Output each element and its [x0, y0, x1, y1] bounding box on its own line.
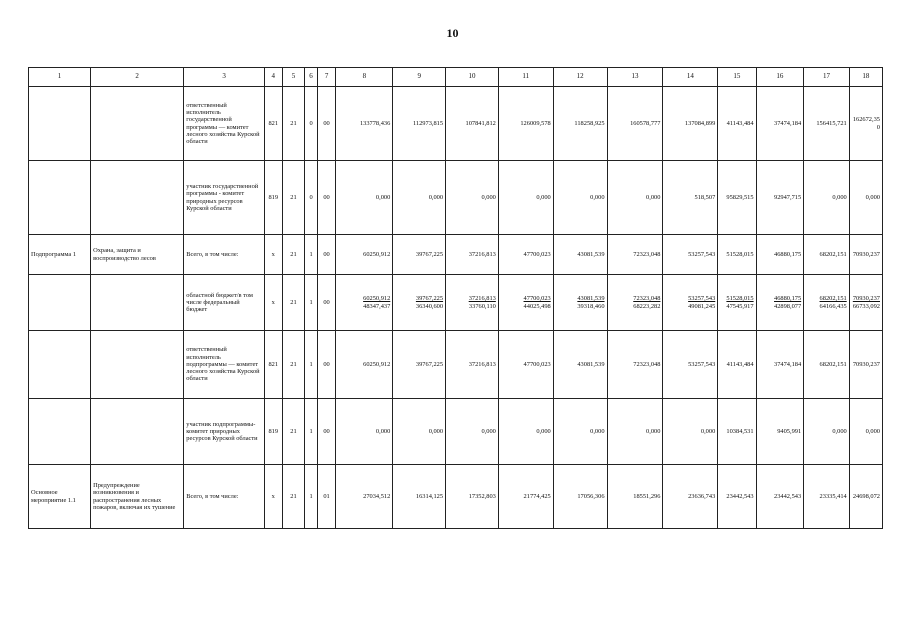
regional-amount: 39767,225: [415, 295, 444, 303]
header-cell: 1: [29, 68, 91, 87]
amount-cell: 39767,225: [393, 331, 446, 399]
subprogram-code-cell: 1: [305, 275, 317, 331]
measure-name-cell: [91, 161, 184, 235]
subprogram-code-cell: 1: [305, 399, 317, 465]
header-cell: 9: [393, 68, 446, 87]
federal-amount: 66733,092: [852, 302, 880, 310]
header-cell: 5: [282, 68, 305, 87]
header-cell: 3: [184, 68, 265, 87]
federal-amount: 48347,437: [363, 302, 391, 310]
measure-name-cell: [91, 87, 184, 161]
amount-cell: 70930,237: [849, 331, 882, 399]
program-code-cell: 21: [282, 235, 305, 275]
subprogram-code-cell: 1: [305, 331, 317, 399]
amount-cell: 0,000: [607, 161, 663, 235]
executor-cell: участник подпрограммы- комитет природных ресурсов Курской области: [184, 399, 265, 465]
regional-amount: 51528,015: [726, 295, 754, 303]
executor-cell: участник государственной программы - комитет природных ресурсов Курской области: [184, 161, 265, 235]
amount-cell: 41143,484: [718, 331, 756, 399]
program-code-cell: 21: [282, 87, 305, 161]
federal-amount: 33760,110: [468, 302, 496, 310]
regional-amount: 68202,151: [819, 295, 847, 303]
table-row: [29, 161, 883, 235]
table-row: [29, 331, 883, 399]
measure-name-cell: Предупреждение возникновения и распространения лесных пожаров, включая их тушение: [91, 465, 184, 529]
amount-cell: 37474,184: [756, 87, 804, 161]
measure-name-cell: Охрана, защита и воспроизводство лесов: [91, 235, 184, 275]
amount-cell: 160578,777: [607, 87, 663, 161]
executor-cell: областной бюджет/в том числе федеральный бюджет: [184, 275, 265, 331]
amount-cell: 133778,436: [336, 87, 393, 161]
amount-cell: 0,000: [804, 399, 850, 465]
amount-cell: [607, 275, 663, 331]
header-cell: 18: [849, 68, 882, 87]
amount-cell: [553, 275, 607, 331]
amount-cell: 0,000: [393, 399, 446, 465]
program-name-cell: [29, 275, 91, 331]
amount-cell: 0,000: [336, 399, 393, 465]
measure-code-cell: 00: [317, 161, 336, 235]
executor-cell: ответственный исполнитель подпрограммы — комитет лесного хозяйства Курской области: [184, 331, 265, 399]
program-code-cell: 21: [282, 161, 305, 235]
amount-cell: 39767,225: [393, 235, 446, 275]
amount-cell: 0,000: [498, 399, 553, 465]
federal-amount: 64166,435: [819, 302, 847, 310]
header-cell: 6: [305, 68, 317, 87]
amount-cell: [718, 275, 756, 331]
federal-amount: 39318,460: [577, 302, 605, 310]
amount-cell: 17056,306: [553, 465, 607, 529]
amount-cell: 37216,813: [446, 235, 499, 275]
amount-cell: 43081,539: [553, 235, 607, 275]
header-cell: 11: [498, 68, 553, 87]
amount-cell: 24698,072: [849, 465, 882, 529]
amount-cell: 0,000: [849, 399, 882, 465]
federal-amount: 47545,917: [726, 302, 754, 310]
amount-cell: 60250,912: [336, 331, 393, 399]
measure-code-cell: 00: [317, 275, 336, 331]
federal-amount: 44025,498: [523, 302, 551, 310]
amount-cell: 126009,578: [498, 87, 553, 161]
amount-cell: 137084,899: [663, 87, 718, 161]
amount-cell: 72323,048: [607, 331, 663, 399]
subprogram-code-cell: 0: [305, 87, 317, 161]
amount-cell: 0,000: [446, 161, 499, 235]
header-cell: 17: [804, 68, 850, 87]
amount-cell: 16314,125: [393, 465, 446, 529]
grbs-code-cell: х: [264, 275, 282, 331]
executor-cell: Всего, в том числе:: [184, 465, 265, 529]
grbs-code-cell: 819: [264, 399, 282, 465]
table-row: [29, 399, 883, 465]
amount-cell: 0,000: [804, 161, 850, 235]
amount-cell: 17352,803: [446, 465, 499, 529]
amount-cell: 37216,813: [446, 331, 499, 399]
header-cell: 10: [446, 68, 499, 87]
amount-cell: 95829,515: [718, 161, 756, 235]
regional-amount: 60250,912: [363, 295, 391, 303]
header-cell: 2: [91, 68, 184, 87]
amount-cell: 68202,151: [804, 235, 850, 275]
amount-cell: 18551,296: [607, 465, 663, 529]
amount-cell: 118258,925: [553, 87, 607, 161]
header-cell: 4: [264, 68, 282, 87]
amount-cell: 41143,484: [718, 87, 756, 161]
header-row: [29, 68, 883, 87]
amount-cell: 156415,721: [804, 87, 850, 161]
measure-name-cell: [91, 331, 184, 399]
header-cell: 15: [718, 68, 756, 87]
measure-code-cell: 01: [317, 465, 336, 529]
amount-cell: 10384,531: [718, 399, 756, 465]
amount-cell: 0,000: [663, 399, 718, 465]
program-code-cell: 21: [282, 465, 305, 529]
header-cell: 13: [607, 68, 663, 87]
header-cell: 16: [756, 68, 804, 87]
regional-amount: 37216,813: [468, 295, 496, 303]
amount-cell: 68202,151: [804, 331, 850, 399]
amount-cell: 53257,543: [663, 235, 718, 275]
table-row: [29, 87, 883, 161]
executor-cell: ответственный исполнитель государственной программы — комитет лесного хозяйства Курской области: [184, 87, 265, 161]
grbs-code-cell: х: [264, 235, 282, 275]
amount-cell: 0,000: [553, 161, 607, 235]
amount-cell: 0,000: [607, 399, 663, 465]
amount-cell: 51528,015: [718, 235, 756, 275]
header-cell: 14: [663, 68, 718, 87]
subprogram-code-cell: 0: [305, 161, 317, 235]
amount-cell: 21774,425: [498, 465, 553, 529]
amount-cell: 0,000: [336, 161, 393, 235]
amount-cell: 23335,414: [804, 465, 850, 529]
program-name-cell: [29, 399, 91, 465]
amount-cell: 23442,543: [756, 465, 804, 529]
measure-name-cell: [91, 275, 184, 331]
executor-cell: Всего, в том числе:: [184, 235, 265, 275]
regional-amount: 46880,175: [774, 295, 802, 303]
program-name-cell: [29, 331, 91, 399]
amount-cell: 47700,023: [498, 235, 553, 275]
amount-cell: 43081,539: [553, 331, 607, 399]
amount-cell: 60250,912: [336, 235, 393, 275]
header-cell: 7: [317, 68, 336, 87]
grbs-code-cell: 821: [264, 331, 282, 399]
amount-cell: 72323,048: [607, 235, 663, 275]
budget-table: [28, 67, 883, 529]
amount-cell: [756, 275, 804, 331]
regional-amount: 43081,539: [577, 295, 605, 303]
subprogram-code-cell: 1: [305, 465, 317, 529]
measure-name-cell: [91, 399, 184, 465]
program-code-cell: 21: [282, 331, 305, 399]
grbs-code-cell: 819: [264, 161, 282, 235]
amount-cell: 107841,812: [446, 87, 499, 161]
amount-cell: 23442,543: [718, 465, 756, 529]
amount-cell: 0,000: [393, 161, 446, 235]
program-code-cell: 21: [282, 275, 305, 331]
amount-cell: 112973,815: [393, 87, 446, 161]
amount-cell: [446, 275, 499, 331]
amount-cell: [804, 275, 850, 331]
table-row: [29, 235, 883, 275]
amount-cell: [336, 275, 393, 331]
amount-cell: 47700,023: [498, 331, 553, 399]
measure-code-cell: 00: [317, 235, 336, 275]
program-name-cell: [29, 161, 91, 235]
header-cell: 12: [553, 68, 607, 87]
amount-cell: 92947,715: [756, 161, 804, 235]
amount-cell: 37474,184: [756, 331, 804, 399]
page-number: 10: [446, 26, 459, 40]
regional-amount: 53257,543: [688, 295, 716, 303]
amount-cell: 0,000: [498, 161, 553, 235]
amount-cell: [663, 275, 718, 331]
amount-cell: 46880,175: [756, 235, 804, 275]
amount-cell: 70930,237: [849, 235, 882, 275]
amount-cell: 0,000: [849, 161, 882, 235]
amount-cell: 27034,512: [336, 465, 393, 529]
measure-code-cell: 00: [317, 331, 336, 399]
grbs-code-cell: 821: [264, 87, 282, 161]
header-cell: 8: [336, 68, 393, 87]
regional-amount: 47700,023: [523, 295, 551, 303]
amount-cell: 9405,991: [756, 399, 804, 465]
regional-amount: 72323,048: [633, 295, 661, 303]
federal-amount: 42898,077: [774, 302, 802, 310]
regional-amount: 70930,237: [852, 295, 880, 303]
amount-cell: 518,507: [663, 161, 718, 235]
grbs-code-cell: х: [264, 465, 282, 529]
subprogram-code-cell: 1: [305, 235, 317, 275]
federal-amount: 36340,600: [415, 302, 444, 310]
amount-cell: 0,000: [446, 399, 499, 465]
program-name-cell: Основное мероприятие 1.1: [29, 465, 91, 529]
amount-cell: 162672,350: [849, 87, 882, 161]
amount-cell: [498, 275, 553, 331]
table-row: [29, 465, 883, 529]
amount-cell: [849, 275, 882, 331]
amount-cell: 53257,543: [663, 331, 718, 399]
amount-cell: 23636,743: [663, 465, 718, 529]
measure-code-cell: 00: [317, 399, 336, 465]
program-name-cell: [29, 87, 91, 161]
measure-code-cell: 00: [317, 87, 336, 161]
amount-cell: [393, 275, 446, 331]
federal-amount: 68223,282: [633, 302, 661, 310]
amount-cell: 0,000: [553, 399, 607, 465]
program-code-cell: 21: [282, 399, 305, 465]
table-row: [29, 275, 883, 331]
federal-amount: 49081,245: [688, 302, 716, 310]
program-name-cell: Подпрограмма 1: [29, 235, 91, 275]
